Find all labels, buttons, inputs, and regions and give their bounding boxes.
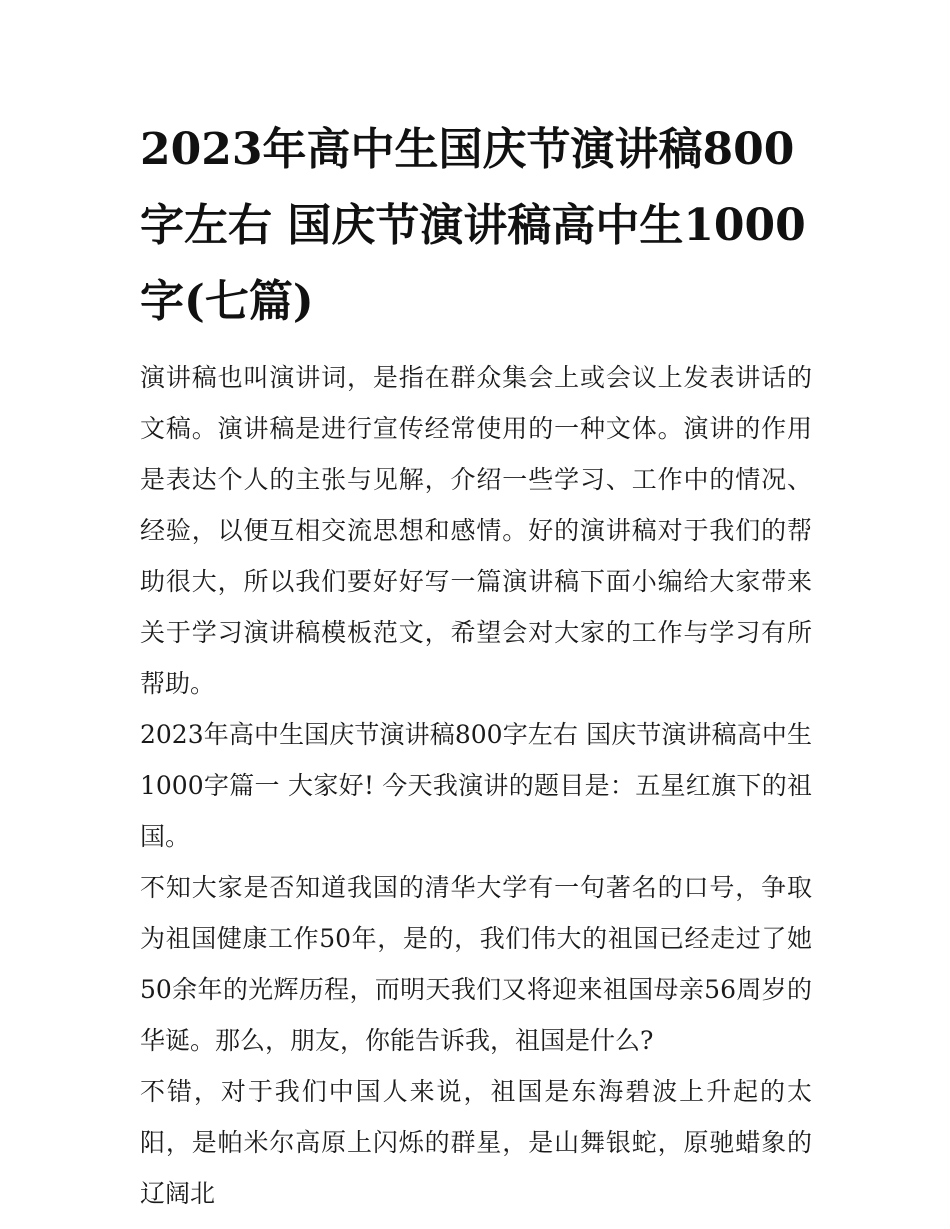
paragraph-speech-opening: 2023年高中生国庆节演讲稿800字左右 国庆节演讲稿高中生1000字篇一 大家好! 今天我演讲的题目是：五星红旗下的祖国。 xyxy=(140,720,812,851)
paragraph-tsinghua-slogan: 不知大家是否知道我国的清华大学有一句著名的口号，争取为祖国健康工作50年，是的，我们伟大的祖国已经走过了她50余年的光辉历程，而明天我们又将迎来祖国母亲56周岁的华诞。那么，朋友，你能告诉我，祖国是什么? xyxy=(140,873,812,1055)
document-title: 2023年高中生国庆节演讲稿800字左右 国庆节演讲稿高中生1000字(七篇) xyxy=(140,124,806,327)
paragraph-intro: 演讲稿也叫演讲词，是指在群众集会上或会议上发表讲话的文稿。演讲稿是进行宣传经常使用的一种文体。演讲的作用是表达个人的主张与见解，介绍一些学习、工作中的情况、经验，以便互相交流思想和感情。好的演讲稿对于我们的帮助很大，所以我们要好好写一篇演讲稿下面小编给大家带来关于学习演讲稿模板范文，希望会对大家的工作与学习有所帮助。 xyxy=(140,363,812,698)
paragraph-motherland: 不错，对于我们中国人来说，祖国是东海碧波上升起的太阳，是帕米尔高原上闪烁的群星，是山舞银蛇，原驰蜡象的辽阔北 xyxy=(140,1077,812,1208)
document-body xyxy=(140,112,812,1219)
